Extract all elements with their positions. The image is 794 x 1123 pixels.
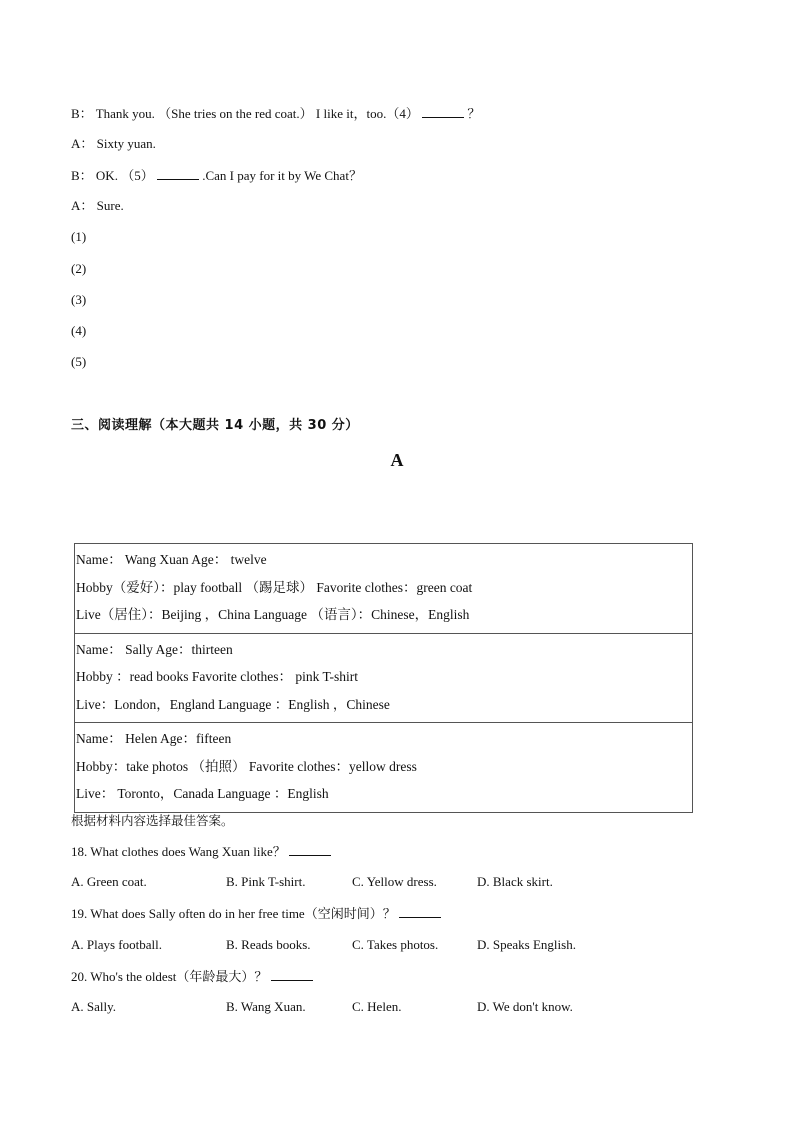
answer-label-3: (3) <box>71 292 87 307</box>
question-stem: 19. What does Sally often do in her free time（空闲时间）？ <box>71 906 396 921</box>
q18-option-b[interactable]: B. Pink T-shirt. <box>226 874 306 889</box>
answer-blank-19[interactable] <box>399 904 441 918</box>
q20-option-a[interactable]: A. Sally. <box>71 999 117 1014</box>
q20-option-b[interactable]: B. Wang Xuan. <box>226 999 306 1014</box>
speaker-label: B： <box>71 168 93 183</box>
dialogue-end: .Can I pay for it by We Chat？ <box>202 168 362 183</box>
question-stem: 18. What clothes does Wang Xuan like？ <box>71 844 286 859</box>
answer-blank-4[interactable] <box>422 104 464 118</box>
answer-label-2: (2) <box>71 261 87 276</box>
q18-option-d[interactable]: D. Black skirt. <box>477 874 553 889</box>
question-20 <box>71 967 313 986</box>
q20-option-c[interactable]: C. Helen. <box>352 999 402 1014</box>
q19-option-b[interactable]: B. Reads books. <box>226 937 311 952</box>
info-row: Hobby（爱好）：play football （踢足球） Favorite clothes：green coat <box>76 579 473 595</box>
speaker-label: A： <box>71 198 94 213</box>
dialogue-text: Sixty yuan. <box>96 136 156 151</box>
answer-blank-5[interactable] <box>157 166 199 180</box>
info-row: Hobby ：read books Favorite clothes： pink T-shirt <box>76 669 358 684</box>
dialogue-end: ？ <box>467 106 481 121</box>
instruction: 根据材料内容选择最佳答案。 <box>71 813 234 828</box>
passage-letter: A <box>390 450 404 470</box>
info-row: Live： Toronto，Canada Language ：English <box>76 786 329 801</box>
person-block-sally <box>75 634 692 724</box>
answer-label-1: (1) <box>71 229 87 244</box>
question-stem: 20. Who's the oldest（年龄最大）？ <box>71 969 268 984</box>
person-block-helen <box>75 723 692 812</box>
dialogue-line-3 <box>71 166 362 185</box>
dialogue-line-4 <box>71 197 124 215</box>
answer-label-4: (4) <box>71 323 87 338</box>
person-block-wang-xuan <box>75 544 692 634</box>
speaker-label: A： <box>71 136 94 151</box>
section-title: 三、阅读理解（本大题共 14 小题，共 30 分） <box>71 418 359 433</box>
answer-blank-20[interactable] <box>271 967 313 981</box>
dialogue-text: Sure. <box>96 198 124 213</box>
info-row: Name： Helen Age：fifteen <box>76 731 232 746</box>
q18-option-a[interactable]: A. Green coat. <box>71 874 147 889</box>
q18-option-c[interactable]: C. Yellow dress. <box>352 874 437 889</box>
dialogue-text: OK. （5） <box>95 168 154 183</box>
info-row: Live：London，England Language ：English ，Chinese <box>76 696 390 712</box>
question-18 <box>71 842 331 861</box>
speaker-label: B： <box>71 106 93 121</box>
dialogue-line-1 <box>71 104 480 123</box>
question-19 <box>71 904 441 923</box>
q19-option-a[interactable]: A. Plays football. <box>71 937 162 952</box>
info-row: Live（居住）：Beijing ，China Language （语言）：Chinese，English <box>76 607 470 622</box>
info-row: Name： Sally Age：thirteen <box>76 641 233 657</box>
info-row: Hobby：take photos （拍照） Favorite clothes：yellow dress <box>76 758 417 774</box>
q19-option-d[interactable]: D. Speaks English. <box>477 937 576 952</box>
dialogue-text: Thank you. （She tries on the red coat.） I like it，too.（4） <box>95 106 419 121</box>
answer-blank-18[interactable] <box>289 842 331 856</box>
dialogue-line-2 <box>71 135 156 153</box>
info-row: Name： Wang Xuan Age： twelve <box>76 552 267 567</box>
q20-option-d[interactable]: D. We don't know. <box>477 999 573 1014</box>
q19-option-c[interactable]: C. Takes photos. <box>352 937 439 952</box>
info-table <box>74 543 693 813</box>
answer-label-5: (5) <box>71 354 87 369</box>
